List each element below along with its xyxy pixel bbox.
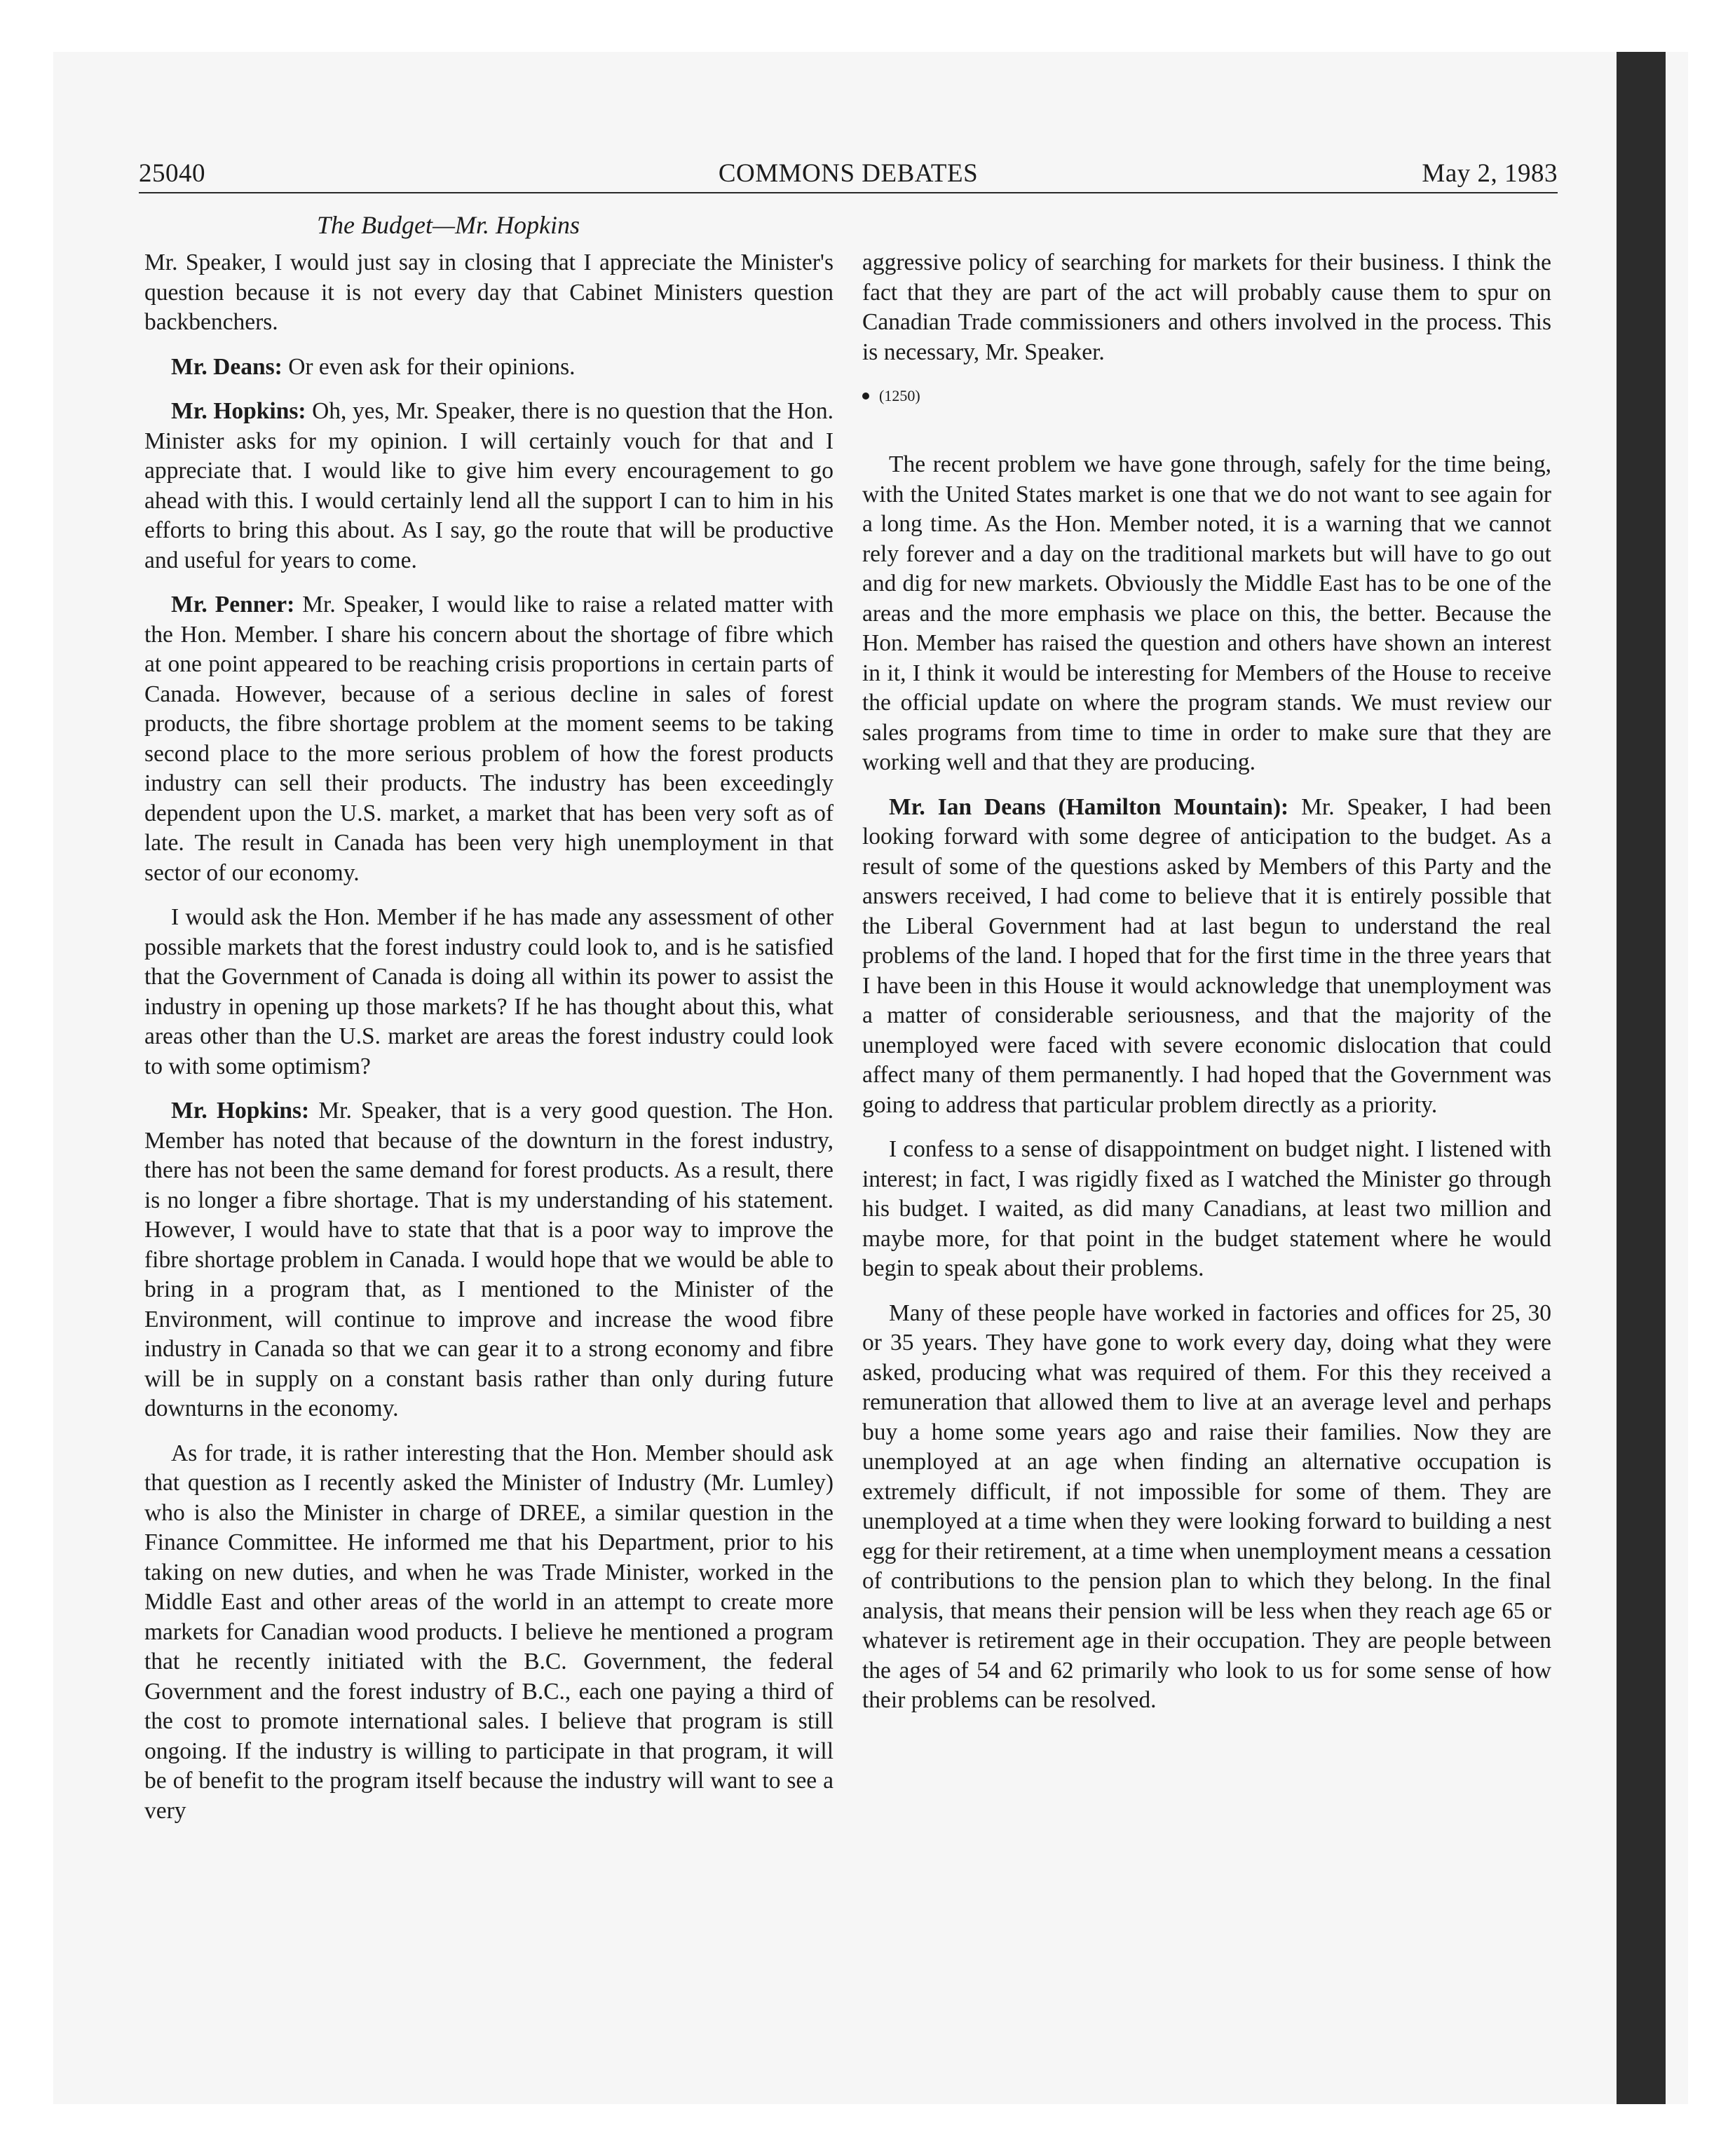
paragraph bbox=[862, 793, 1551, 1121]
paragraph-continued: aggressive policy of searching for markets for their business. I think the fact that they are part of the act will probably cause them to spur on Canadian Trade commissioners and others involved in the process. This is necessary, Mr. Speaker. bbox=[862, 250, 1551, 365]
paragraph bbox=[144, 903, 834, 1082]
page-date: May 2, 1983 bbox=[1422, 159, 1558, 188]
speaker-name: Mr. Deans: bbox=[171, 353, 283, 380]
bullet-icon bbox=[862, 393, 869, 400]
paragraph bbox=[144, 1096, 834, 1424]
timestamp: (1250) bbox=[879, 387, 920, 404]
timestamp-marker bbox=[862, 386, 1551, 407]
paragraph-text: I would ask the Hon. Member if he has made any assessment of other possible markets that the forest industry could look to, and is he satisfied that the Government of Canada is doing all within its power to assist the industry in opening up those markets? If he has thought about this, what areas other than the U.S. market are areas the forest industry could look to with some optimism? bbox=[144, 904, 834, 1079]
paragraph bbox=[862, 450, 1551, 778]
paragraph-text: Mr. Speaker, I would like to raise a related matter with the Hon. Member. I share his concern about the shortage of fibre which at one point appeared to be reaching crisis proportions in certain parts of Canada. However, because of a serious decline in sales of forest products, the fibre shortage problem at the moment seems to be taking second place to the more serious problem of how the forest products industry can sell their products. The industry has been exceedingly dependent upon the U.S. market, a market that has been very soft as of late. The result in Canada has been very high unemployment in that sector of our economy. bbox=[144, 592, 834, 886]
paragraph bbox=[144, 1439, 834, 1827]
paragraph-text: Mr. Speaker, I would just say in closing that I appreciate the Minister's question because it is not every day that Cabinet Ministers question backbenchers. bbox=[144, 250, 834, 335]
paragraph bbox=[144, 590, 834, 888]
paragraph-text: I confess to a sense of disappointment on budget night. I listened with interest; in fact, I was rigidly fixed as I watched the Minister go through his budget. I waited, as did many Canadians, at least two million and maybe more, for that point in the budget statement where he would begin to speak about their problems. bbox=[862, 1136, 1551, 1281]
publication-title: COMMONS DEBATES bbox=[718, 159, 979, 188]
paragraph-text: As for trade, it is rather interesting that the Hon. Member should ask that question as I recently asked the Minister of Industry (Mr. Lumley) who is also the Minister in charge of DREE, a similar question in the Finance Committee. He informed me that his Department, prior to his taking on new duties, and when he was Trade Minister, worked in the Middle East and other areas of the world in an attempt to create more markets for Canadian wood products. I believe he mentioned a program that he recently initiated with the B.C. Government, the federal Government and the forest industry of B.C., each one paying a third of the cost to promote international sales. I believe that program is still ongoing. If the industry is willing to participate in that program, it will be of benefit to the program itself because the industry will want to see a very bbox=[144, 1440, 834, 1824]
paragraph bbox=[144, 248, 834, 338]
paragraph-text: Mr. Speaker, that is a very good question. The Hon. Member has noted that because of the downturn in the forest industry, there has not been the same demand for forest products. As a result, there is no longer a fibre shortage. That is my understanding of his statement. However, I would have to state that that is a poor way to improve the fibre shortage problem in Canada. I would hope that we would be able to bring in a program that, as I mentioned to the Minister of the Environment, will continue to improve and increase the wood fibre industry in Canada so that we can gear it to a strong economy and fibre will be in supply on a constant basis rather than only during future downturns in the economy. bbox=[144, 1098, 834, 1421]
paragraph bbox=[862, 1135, 1551, 1284]
paragraph bbox=[144, 353, 834, 383]
page-spine-shadow bbox=[1617, 52, 1666, 2104]
paragraph-text: Many of these people have worked in factories and offices for 25, 30 or 35 years. They have gone to work every day, doing what they were asked, producing what was required of them. For this they received a remuneration that allowed them to live at an average level and perhaps buy a home some years ago and raise their families. Now they are unemployed at an age when finding an alternative occupation is extremely difficult, if not impossible for some of them. They are unemployed at a time when they were looking forward to building a nest egg for their retirement, at a time when unemployment means a cessation of contributions to the pension plan to which they belong. In the final analysis, that means their pension will be less when they reach age 65 or whatever is retirement age in their occupation. They are people between the ages of 54 and 62 primarily who look to us for some sense of how their problems can be resolved. bbox=[862, 1299, 1551, 1713]
page-number: 25040 bbox=[139, 159, 205, 188]
paragraph-text: Oh, yes, Mr. Speaker, there is no question that the Hon. Minister asks for my opinion. I will certainly vouch for that and I appreciate that. I would like to give him every encouragement to go ahead with this. I would certainly lend all the support I can to him in his efforts to bring this about. As I say, go the route that will be productive and useful for years to come. bbox=[144, 398, 834, 573]
speaker-name: Mr. Penner: bbox=[171, 592, 295, 618]
paragraph bbox=[862, 1299, 1551, 1716]
paragraph-text: The recent problem we have gone through, safely for the time being, with the United States market is one that we do not want to see again for a long time. As the Hon. Member noted, it is a warning that we cannot rely forever and a day on the traditional markets but will have to go out and dig for new markets. Obviously the Middle East has to be one of the areas and the more emphasis we place on this, the better. Because the Hon. Member has raised the question and others have shown an interest in it, I think it would be interesting for Members of the House to receive the official update on where the program stands. We must review our sales programs from time to time in order to make sure that they are working well and that they are producing. bbox=[862, 451, 1551, 775]
running-head: The Budget—Mr. Hopkins bbox=[317, 211, 580, 239]
speaker-name: Mr. Hopkins: bbox=[171, 1098, 310, 1124]
paragraph-text: Or even ask for their opinions. bbox=[282, 353, 576, 380]
paragraph bbox=[144, 397, 834, 575]
left-column bbox=[144, 248, 834, 1841]
paragraph-text: Mr. Speaker, I had been looking forward with some degree of anticipation to the budget. As a result of some of the questions asked by Members of this Party and the answers received, I had come to believe that it is entirely possible that the Liberal Government had at last begun to understand the real problems of the land. I hoped that for the first time in the three years that I have been in this House it would acknowledge that unemployment was a matter of considerable seriousness, and that the majority of the unemployed were faced with severe economic dislocation that could affect many of them permanently. I had hoped that the Government was going to address that particular problem directly as a priority. bbox=[862, 793, 1551, 1118]
page-header bbox=[139, 156, 1558, 193]
speaker-name: Mr. Hopkins: bbox=[171, 398, 306, 424]
speaker-name: Mr. Ian Deans (Hamilton Mountain): bbox=[889, 793, 1289, 820]
right-column bbox=[862, 248, 1551, 1731]
